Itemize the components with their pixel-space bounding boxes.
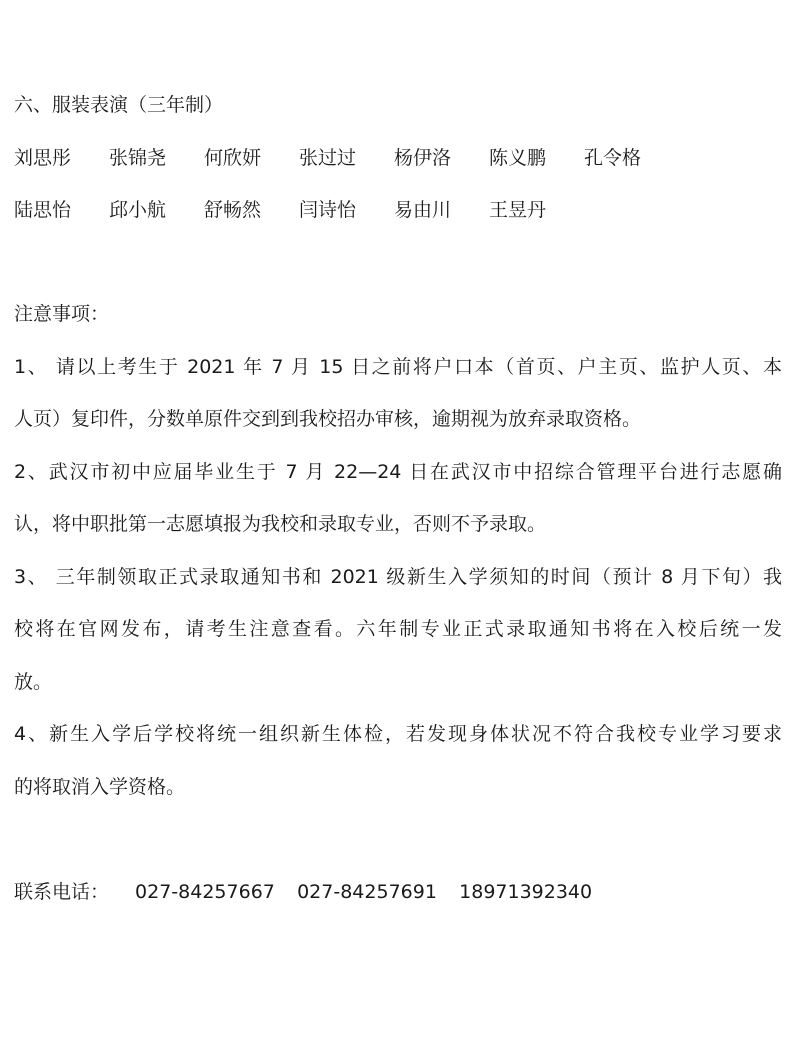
student-name: 刘思彤 [14,147,72,169]
student-name: 张过过 [299,147,357,169]
section-title: 六、服装表演（三年制） [14,94,224,116]
contact-phone-3: 18971392340 [459,881,593,903]
student-name: 陆思怡 [14,199,72,221]
student-name: 王昱丹 [489,199,547,221]
note-2-line-2: 认，将中职批第一志愿填报为我校和录取专业，否则不予录取。 [14,513,547,535]
note-2-line-1: 2、武汉市初中应届毕业生于 7 月 22—24 日在武汉市中招综合管理平台进行志愿确 [14,461,782,483]
note-1-line-1: 1、 请以上考生于 2021 年 7 月 15 日之前将户口本（首页、户主页、监护人页、本 [14,356,782,378]
note-1-line-2: 人页）复印件，分数单原件交到到我校招办审核，逾期视为放弃录取资格。 [14,408,642,430]
student-name: 闫诗怡 [299,199,357,221]
contact-phone-1: 027-84257667 [135,881,275,903]
student-name: 杨伊洛 [394,147,452,169]
contact-line [14,879,782,905]
note-4-line-1: 4、新生入学后学校将统一组织新生体检，若发现身体状况不符合我校专业学习要求 [14,723,782,745]
note-3-line-3: 放。 [14,671,53,693]
student-name: 舒畅然 [204,199,262,221]
student-name: 张锦尧 [109,147,167,169]
note-3-line-2: 校将在官网发布，请考生注意查看。六年制专业正式录取通知书将在入校后统一发 [14,618,782,640]
note-4-line-2: 的将取消入学资格。 [14,776,186,798]
student-name: 邱小航 [109,199,167,221]
names-row-2 [14,197,782,223]
names-row-1 [14,145,782,171]
student-name: 孔令格 [584,147,642,169]
student-name: 陈义鹏 [489,147,547,169]
notes-heading: 注意事项： [14,303,110,325]
student-name: 何欣妍 [204,147,262,169]
contact-phone-2: 027-84257691 [297,881,437,903]
note-3-line-1: 3、 三年制领取正式录取通知书和 2021 级新生入学须知的时间（预计 8 月下旬）我 [14,566,782,588]
contact-label: 联系电话： [14,881,110,903]
student-name: 易由川 [394,199,452,221]
